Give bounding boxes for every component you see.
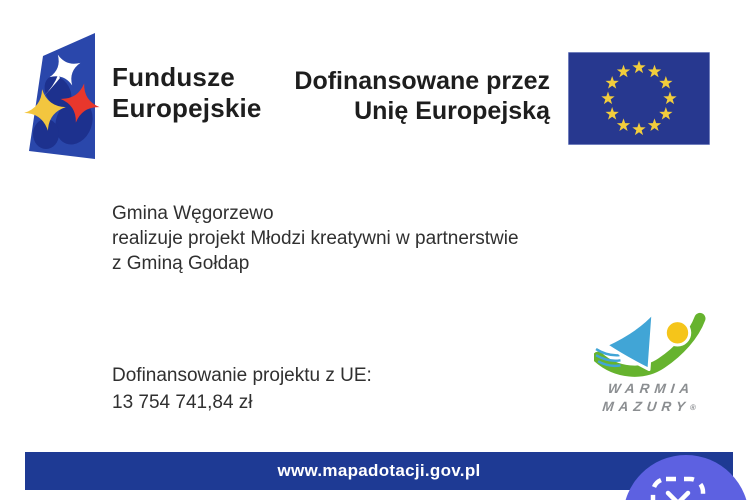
screenshot-capture-icon: [649, 475, 707, 500]
funding-label: Dofinansowanie projektu z UE:: [112, 365, 372, 386]
cofunded-by-eu-label: [270, 66, 550, 126]
warmia-mazury-logo: [590, 310, 710, 417]
fundusze-europejskie-logo: [20, 30, 112, 165]
funding-info: [112, 362, 372, 416]
warmia-mazury-sail-sun-icon: [594, 310, 706, 378]
fe-logo-wordmark: [112, 62, 262, 124]
warmia-line2: MAZURY®: [601, 399, 697, 414]
project-description: [112, 201, 519, 276]
project-line1: Gmina Węgorzewo: [112, 203, 274, 224]
cofunded-line2: Unię Europejską: [354, 97, 550, 125]
eu-flag: [568, 52, 710, 145]
project-line2: realizuje projekt Młodzi kreatywni w partnerstwie: [112, 228, 519, 249]
fe-logo-line2: Europejskie: [112, 93, 262, 123]
warmia-mazury-wordmark: [588, 380, 712, 417]
cofunded-line1: Dofinansowane przez: [294, 67, 550, 95]
footer-url: www.mapadotacji.gov.pl: [277, 461, 481, 480]
warmia-line1: WARMIA: [607, 381, 695, 396]
project-line3: z Gminą Gołdap: [112, 253, 250, 274]
funding-amount: 13 754 741,84 zł: [112, 392, 253, 413]
fe-logo-line1: Fundusze: [112, 62, 235, 92]
registered-trademark-symbol: ®: [689, 403, 697, 412]
footer-url-bar: [25, 452, 733, 490]
